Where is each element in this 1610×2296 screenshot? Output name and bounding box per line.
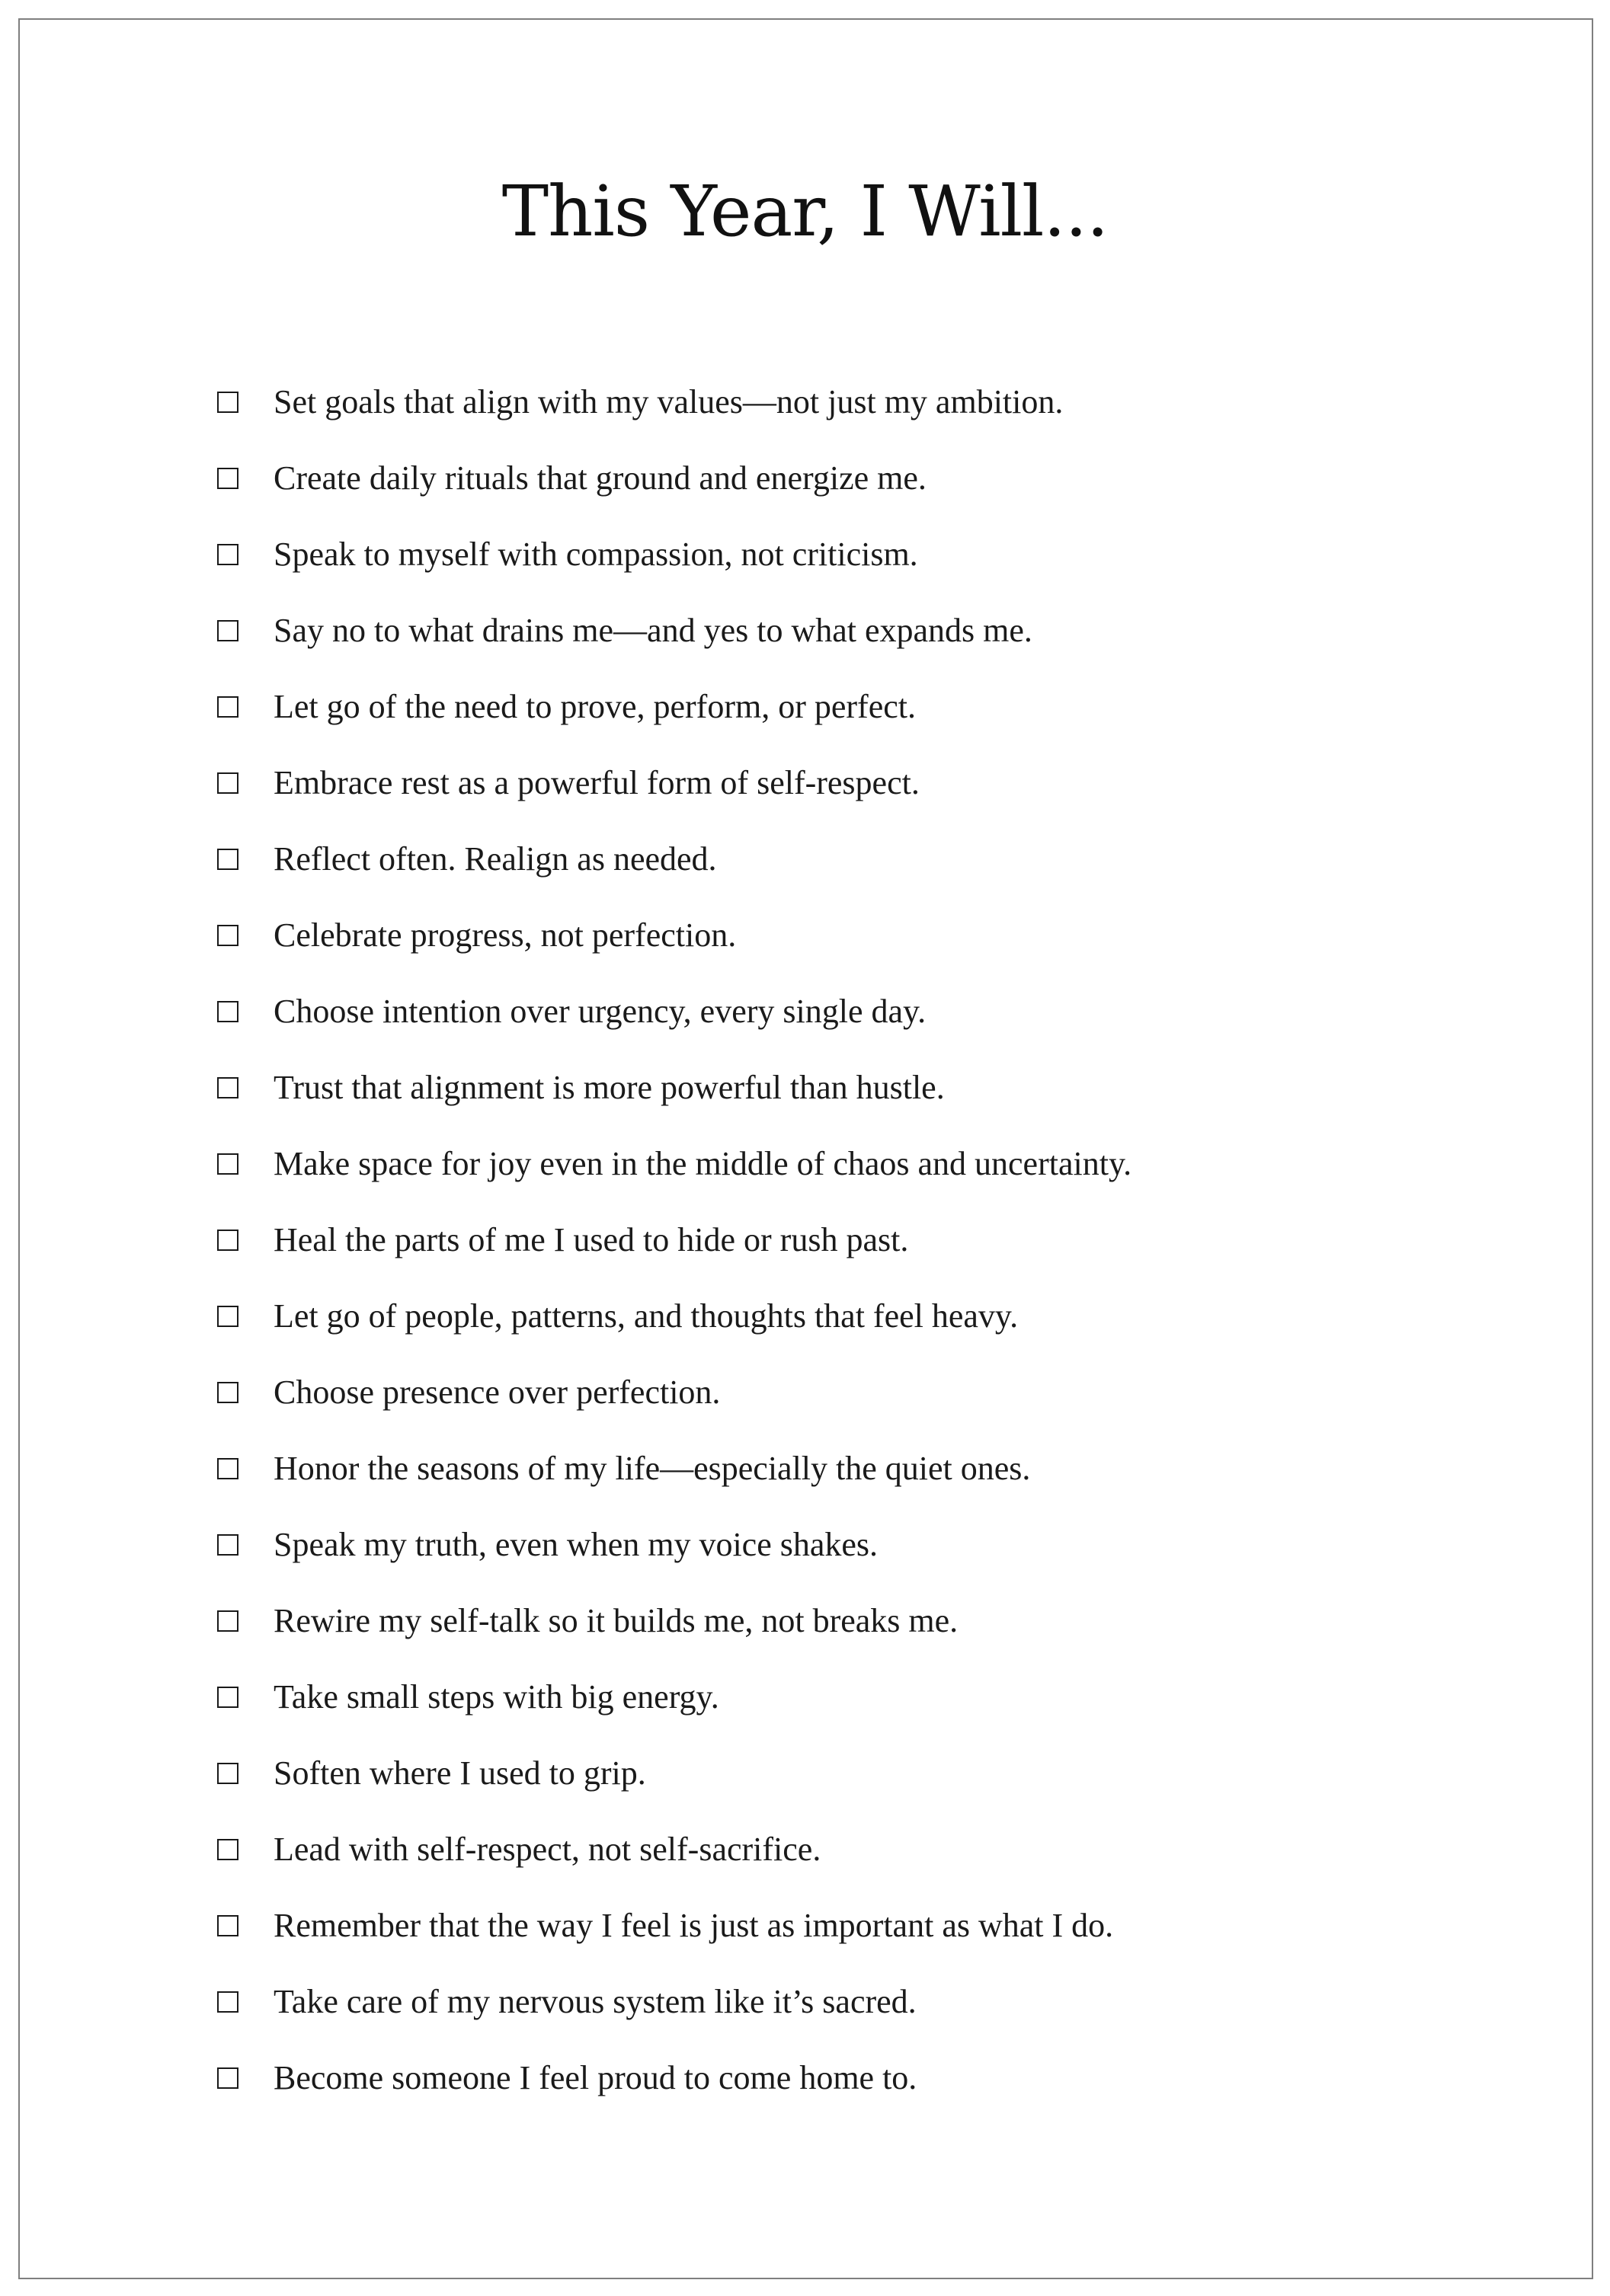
checklist-item	[217, 1964, 1512, 2040]
checklist-item-text: Soften where I used to grip.	[274, 1754, 646, 1792]
checkbox[interactable]	[217, 1687, 238, 1708]
checkbox[interactable]	[217, 468, 238, 489]
checklist-item	[217, 1659, 1512, 1735]
checkbox[interactable]	[217, 1458, 238, 1479]
checklist-item-text: Remember that the way I feel is just as important as what I do.	[274, 1907, 1114, 1944]
checkbox[interactable]	[217, 1153, 238, 1175]
checklist-item-text: Say no to what drains me—and yes to what expands me.	[274, 612, 1032, 649]
checklist-item	[217, 440, 1512, 516]
checklist-item-text: Become someone I feel proud to come home to.	[274, 2059, 917, 2096]
checkbox[interactable]	[217, 544, 238, 565]
checklist-item-text: Heal the parts of me I used to hide or rush past.	[274, 1221, 909, 1258]
checkbox[interactable]	[217, 392, 238, 413]
checklist-item-text: Make space for joy even in the middle of chaos and uncertainty.	[274, 1145, 1132, 1182]
checklist-item	[217, 745, 1512, 821]
checkbox[interactable]	[217, 2067, 238, 2089]
checklist-item	[217, 1202, 1512, 1278]
checklist-item-text: Create daily rituals that ground and energize me.	[274, 459, 927, 497]
checklist-item	[217, 1354, 1512, 1431]
checkbox[interactable]	[217, 1077, 238, 1098]
checkbox[interactable]	[217, 1534, 238, 1556]
checkbox[interactable]	[217, 1306, 238, 1327]
checklist-item-text: Choose intention over urgency, every single day.	[274, 993, 927, 1030]
checklist-item-text: Celebrate progress, not perfection.	[274, 916, 737, 954]
checklist-item	[217, 593, 1512, 669]
checklist-item-text: Embrace rest as a powerful form of self-respect.	[274, 764, 920, 801]
checklist-item-text: Rewire my self-talk so it builds me, not breaks me.	[274, 1602, 959, 1639]
checklist-item-text: Honor the seasons of my life—especially the quiet ones.	[274, 1450, 1031, 1487]
checklist-item	[217, 1735, 1512, 1812]
checkbox[interactable]	[217, 1230, 238, 1251]
checkbox[interactable]	[217, 696, 238, 718]
checklist-item-text: Trust that alignment is more powerful than hustle.	[274, 1069, 945, 1106]
checklist-item	[217, 516, 1512, 593]
intentions-checklist	[217, 364, 1512, 2116]
checklist-item-text: Lead with self-respect, not self-sacrifice.	[274, 1831, 821, 1868]
checklist-item	[217, 1431, 1512, 1507]
checkbox[interactable]	[217, 772, 238, 794]
checklist-item-text: Let go of people, patterns, and thoughts that feel heavy.	[274, 1297, 1019, 1335]
checkbox[interactable]	[217, 1763, 238, 1784]
checklist-item	[217, 1050, 1512, 1126]
checklist-item-text: Speak my truth, even when my voice shakes.	[274, 1526, 879, 1563]
checklist-item	[217, 821, 1512, 897]
checklist-item-text: Choose presence over perfection.	[274, 1373, 721, 1411]
checklist-item	[217, 974, 1512, 1050]
checklist-item	[217, 364, 1512, 440]
checklist-item-text: Reflect often. Realign as needed.	[274, 840, 717, 878]
checklist-item	[217, 1888, 1512, 1964]
checkbox[interactable]	[217, 849, 238, 870]
checklist-item	[217, 2040, 1512, 2116]
checkbox[interactable]	[217, 1915, 238, 1936]
checkbox[interactable]	[217, 1991, 238, 2013]
checkbox[interactable]	[217, 1001, 238, 1022]
page-title: This Year, I Will...	[501, 171, 1109, 252]
checklist-item	[217, 669, 1512, 745]
checklist-item	[217, 1507, 1512, 1583]
checklist-item	[217, 1583, 1512, 1659]
checkbox[interactable]	[217, 1382, 238, 1403]
checkbox[interactable]	[217, 1610, 238, 1632]
checklist-item-text: Take small steps with big energy.	[274, 1678, 719, 1716]
checklist-item-text: Set goals that align with my values—not just my ambition.	[274, 383, 1064, 421]
checklist-item	[217, 897, 1512, 974]
checkbox[interactable]	[217, 1839, 238, 1860]
checklist-item	[217, 1812, 1512, 1888]
checkbox[interactable]	[217, 925, 238, 946]
checklist-item-text: Let go of the need to prove, perform, or perfect.	[274, 688, 916, 725]
checklist-item	[217, 1126, 1512, 1202]
checklist-item-text: Speak to myself with compassion, not criticism.	[274, 536, 918, 573]
checkbox[interactable]	[217, 620, 238, 641]
checklist-item	[217, 1278, 1512, 1354]
checklist-item-text: Take care of my nervous system like it’s sacred.	[274, 1983, 917, 2020]
